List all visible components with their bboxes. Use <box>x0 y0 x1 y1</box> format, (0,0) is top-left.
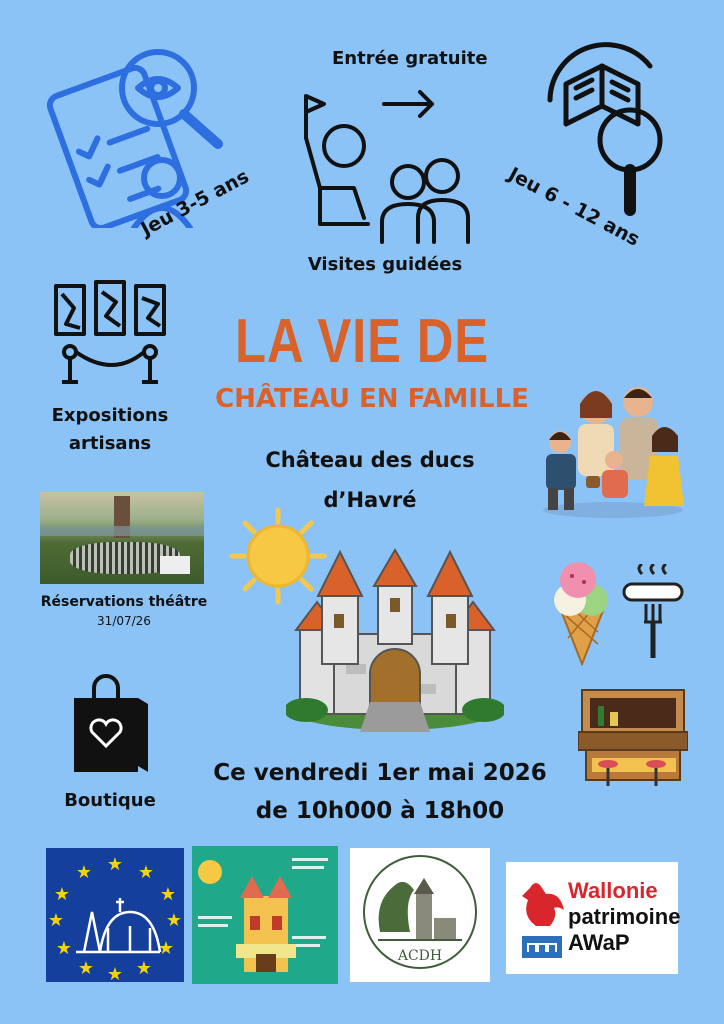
ice-cream-icon <box>546 560 616 666</box>
svg-text:★: ★ <box>159 884 177 905</box>
family-castle-flyer-logo <box>192 846 338 984</box>
game-3-5-label: Jeu 3-5 ans <box>137 165 253 241</box>
rooster-icon <box>520 880 566 930</box>
exhibitions-line2: artisans <box>68 433 152 454</box>
free-entry-label: Entrée gratuite <box>332 48 488 69</box>
svg-text:★: ★ <box>75 862 93 883</box>
date-line2: de 10h000 à 18h00 <box>255 798 505 824</box>
patrimoine-text: patrimoine <box>568 904 681 929</box>
svg-text:★: ★ <box>157 938 175 959</box>
theatre-photo <box>40 492 204 584</box>
awap-text: AWaP <box>568 930 630 955</box>
guide-group-icon <box>296 88 476 248</box>
game-6-12-label: Jeu 6 - 12 ans <box>504 163 644 251</box>
event-title-line1: LA VIE DE <box>234 307 490 376</box>
theatre-date: 31/07/26 <box>97 614 151 628</box>
event-date <box>170 754 590 830</box>
theatre-line1: Réservations théâtre <box>40 594 208 610</box>
svg-text:★: ★ <box>106 964 124 982</box>
acdh-text: ACDH <box>397 948 443 964</box>
shopping-bag-icon <box>68 670 152 776</box>
svg-text:★: ★ <box>135 958 153 979</box>
wallonie-text: Wallonie <box>568 878 658 903</box>
wallonie-patrimoine-logo <box>506 862 681 974</box>
svg-text:★: ★ <box>77 958 95 979</box>
svg-text:★: ★ <box>53 884 71 905</box>
family-icon <box>538 380 688 522</box>
bar-counter-icon <box>578 688 688 788</box>
svg-text:★: ★ <box>137 862 155 883</box>
guided-tours-label: Visites guidées <box>307 254 463 275</box>
venue-line2: d’Havré <box>323 488 417 512</box>
exhibitions-line1: Expositions <box>51 405 169 426</box>
svg-text:★: ★ <box>165 910 183 931</box>
sausage-fork-icon <box>620 564 686 660</box>
event-title-line2: CHÂTEAU EN FAMILLE <box>215 384 529 414</box>
svg-text:★: ★ <box>55 938 73 959</box>
awap-emblem-icon <box>522 936 562 958</box>
svg-text:★: ★ <box>47 910 65 931</box>
theatre-reservation-label <box>14 594 234 628</box>
svg-text:★: ★ <box>106 854 124 875</box>
shop-label: Boutique <box>64 790 156 811</box>
venue-line1: Château des ducs <box>265 448 475 472</box>
castle-icon <box>286 534 504 734</box>
date-line1: Ce vendredi 1er mai 2026 <box>213 760 547 786</box>
acdh-logo <box>350 848 490 982</box>
eu-heritage-logo <box>46 848 184 982</box>
